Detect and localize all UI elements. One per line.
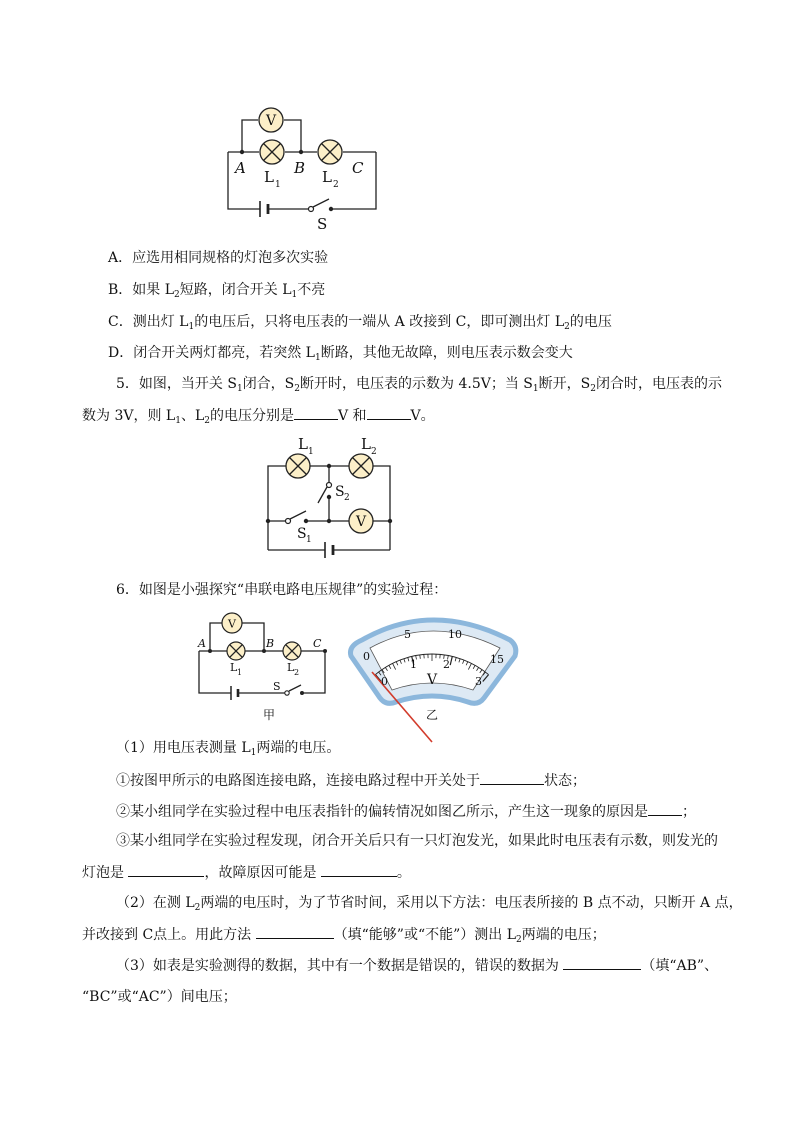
- label-l1-sub: 1: [237, 668, 243, 677]
- scale-bottom-1: 1: [410, 658, 417, 671]
- option-b: B．如果 $L_2$短路，闭合开关 $L_1$不亮: [108, 282, 326, 300]
- label-a: A: [198, 637, 206, 650]
- switch-s1-symbol: [286, 511, 309, 524]
- question-6-item-3-line-1: ③某小组同学在实验过程发现，闭合开关后只有一只灯泡发光，如果此时电压表有示数，则发光的: [116, 833, 718, 849]
- voltmeter-label: V: [228, 617, 236, 631]
- scale-top-0: 0: [363, 650, 370, 663]
- voltmeter-label: V: [265, 113, 277, 129]
- option-c: C．测出灯 $L_1$的电压后，只将电压表的一端从 A 改接到 C，即可测出灯 $L_2$的电压: [108, 314, 612, 332]
- label-l1: L: [230, 661, 238, 674]
- answer-blank-reason[interactable]: [648, 801, 682, 816]
- lamp-l1-symbol: [260, 140, 284, 164]
- label-l2-sub: 2: [371, 447, 377, 457]
- answer-blank-l2[interactable]: [367, 405, 411, 420]
- label-c: C: [352, 159, 364, 177]
- answer-blank-l1[interactable]: [294, 405, 338, 420]
- lamp-l2-symbol: [318, 140, 342, 164]
- answer-blank-switch-state[interactable]: [480, 770, 544, 785]
- voltmeter-symbol: [349, 509, 373, 533]
- voltmeter-label: V: [355, 514, 367, 530]
- scale-top-5: 5: [404, 628, 411, 641]
- scale-bottom-3: 3: [475, 675, 482, 688]
- scale-bottom-0: 0: [381, 675, 388, 688]
- label-l1-sub: 1: [308, 447, 314, 457]
- option-a: A．应选用相同规格的灯泡多次实验: [108, 250, 329, 266]
- label-l1-sub: 1: [275, 180, 281, 190]
- label-l2-sub: 2: [294, 668, 300, 677]
- voltmeter-symbol: [259, 108, 283, 132]
- scale-top-10: 10: [448, 628, 462, 641]
- lamp-l2-symbol: [349, 454, 373, 478]
- junction-b: [299, 150, 303, 154]
- meter-tick: [420, 655, 421, 659]
- label-c: C: [313, 637, 322, 650]
- label-b: B: [294, 159, 306, 177]
- question-6-part-3-line-2: “BC”或“AC”）间电压；: [82, 989, 237, 1005]
- question-5-line-2: 数为 3V，则 $L_1$、$L_2$的电压分别是 V 和 V。: [82, 405, 435, 426]
- label-l2: L: [361, 435, 371, 453]
- junction: [388, 519, 392, 523]
- junction: [327, 519, 331, 523]
- battery-symbol: [325, 542, 333, 558]
- junction: [327, 464, 331, 468]
- caption-yi: 乙: [426, 708, 439, 722]
- question-6-item-2: ②某小组同学在实验过程中电压表指针的偏转情况如图乙所示，产生这一现象的原因是 ；: [116, 801, 696, 822]
- junction-a: [240, 150, 244, 154]
- junction: [266, 519, 270, 523]
- answer-blank-wrong-data[interactable]: [563, 955, 641, 970]
- label-s1-sub: 1: [306, 535, 312, 545]
- label-l1: L: [264, 168, 274, 186]
- label-b: B: [266, 637, 275, 650]
- question-5-line-1: 5．如图，当开关 $S_1$闭合，$S_2$断开时，电压表的示数为 4.5V；当 $S_1$断开，$S_2$闭合时，电压表的示: [116, 376, 722, 394]
- answer-blank-lit-bulb[interactable]: [128, 862, 204, 877]
- label-l2: L: [322, 168, 332, 186]
- battery-symbol: [260, 201, 268, 217]
- label-l2: L: [287, 661, 295, 674]
- scale-bottom-2: 2: [443, 658, 450, 671]
- question-6-part-2-line-2: 并改接到 C点上。用此方法 （填“能够”或“不能”）测出 $L_2$两端的电压；: [82, 924, 606, 945]
- switch-s-symbol: [309, 199, 334, 212]
- label-s2: S: [335, 484, 345, 500]
- label-s1: S: [297, 526, 307, 542]
- circuit-diagram-2: [0, 430, 793, 570]
- answer-blank-fault-cause[interactable]: [321, 862, 397, 877]
- question-6-item-1: ①按图甲所示的电路图连接电路，连接电路过程中开关处于 状态；: [116, 770, 586, 791]
- question-6-item-3-line-2: 灯泡是 ，故障原因可能是 。: [82, 862, 411, 883]
- scale-top-15: 15: [490, 653, 504, 666]
- label-a: A: [235, 159, 246, 177]
- label-s: S: [317, 215, 328, 233]
- question-6-intro: 6．如图是小强探究“串联电路电压规律”的实验过程：: [116, 582, 448, 598]
- label-s2-sub: 2: [344, 493, 350, 503]
- meter-unit-label: V: [427, 672, 438, 688]
- circuit-diagram-1: [0, 0, 793, 240]
- answer-blank-can-measure[interactable]: [256, 924, 334, 939]
- option-d: D．闭合开关两灯都亮，若突然 $L_1$断路，其他无故障，则电压表示数会变大: [108, 345, 573, 363]
- label-l2-sub: 2: [333, 180, 339, 190]
- label-s: S: [273, 680, 281, 693]
- question-6-part-2-line-1: （2）在测 $L_2$两端的电压时，为了节省时间，采用以下方法：电压表所接的 B 点不动，只断开 A 点，: [116, 895, 743, 913]
- label-l1: L: [298, 435, 308, 453]
- question-6-part-3-line-1: （3）如表是实验测得的数据，其中有一个数据是错误的，错误的数据为 （填“AB”、: [116, 955, 718, 976]
- caption-jia: 甲: [263, 708, 276, 722]
- circuit-wires: [268, 466, 390, 550]
- voltmeter-dial-yi: [0, 605, 793, 735]
- question-6-part-1: （1）用电压表测量 $L_1$两端的电压。: [116, 740, 341, 758]
- lamp-l1-symbol: [286, 454, 310, 478]
